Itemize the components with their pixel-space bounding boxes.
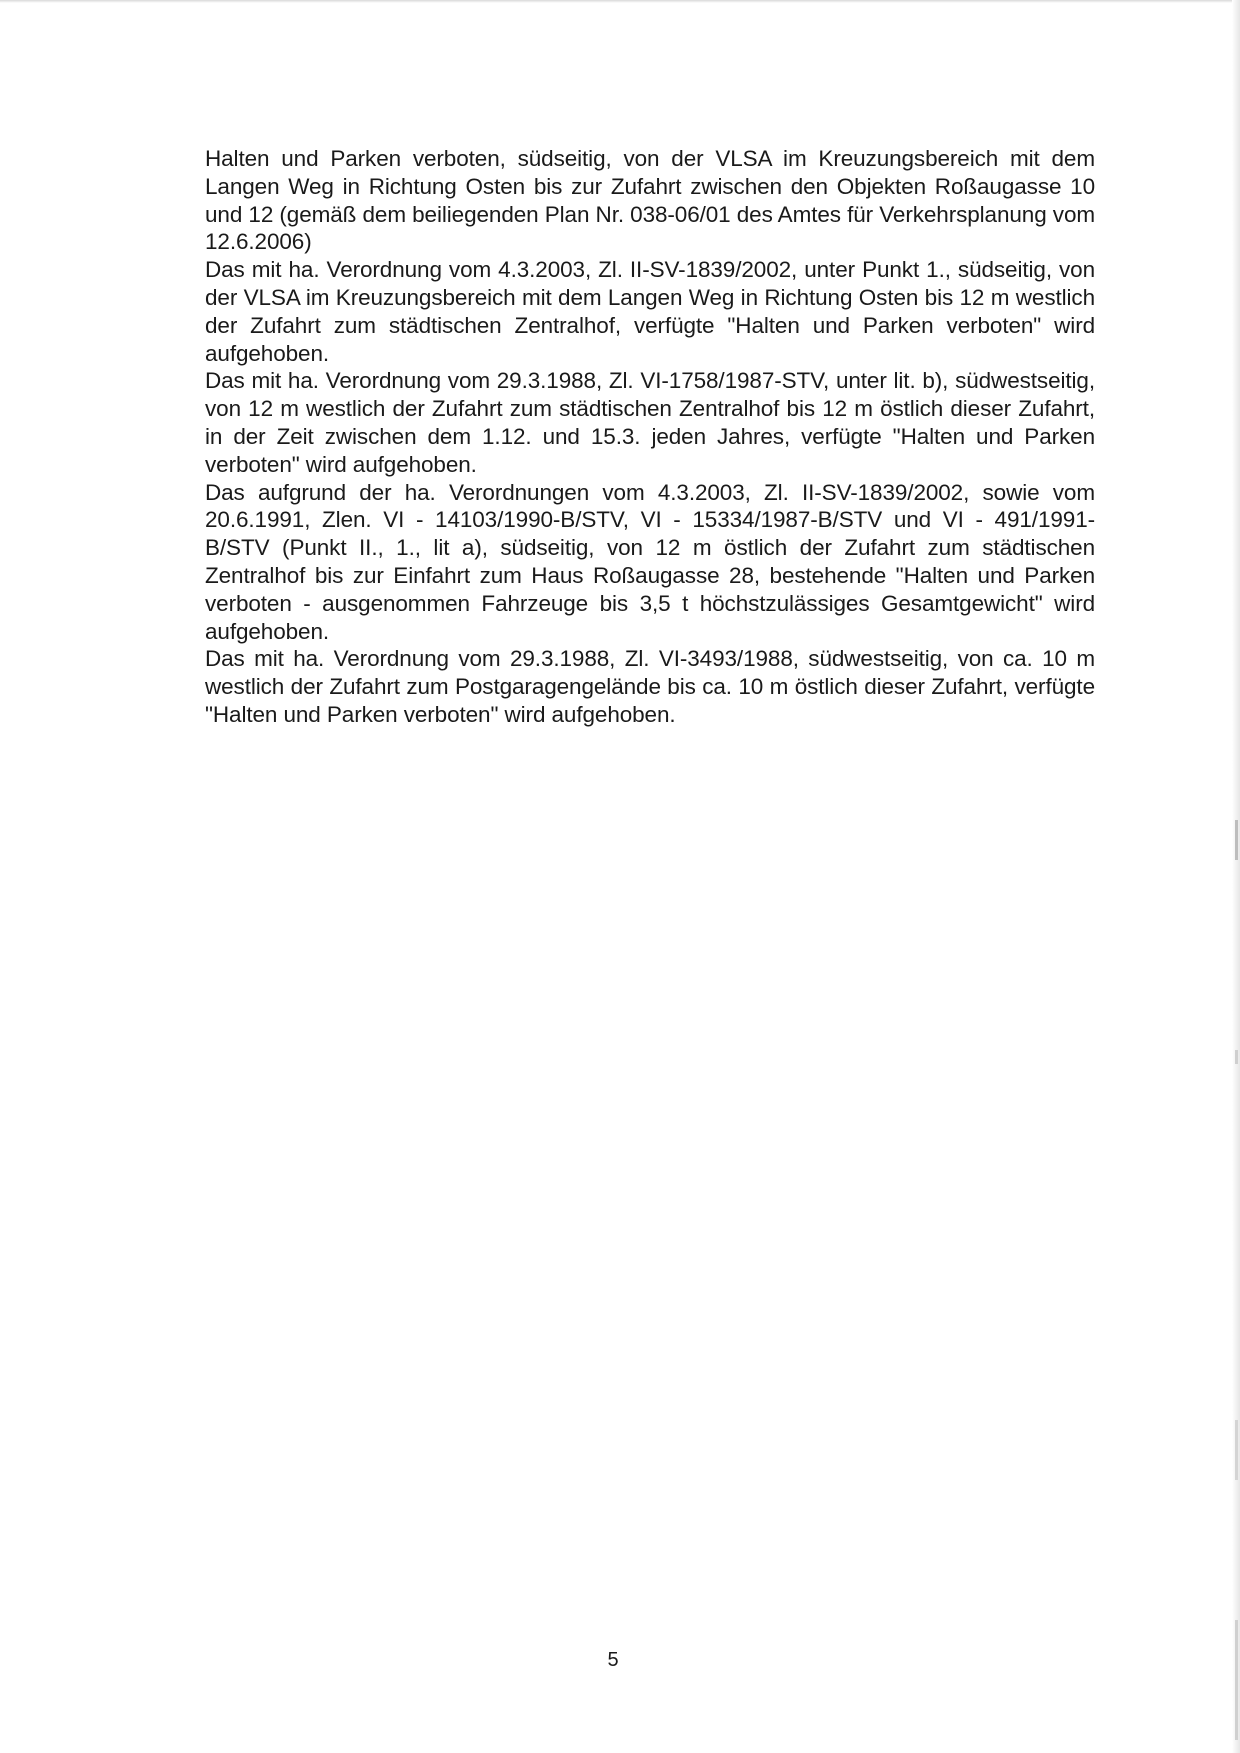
paragraph-2: Das mit ha. Verordnung vom 4.3.2003, Zl. II-SV-1839/2002, unter Punkt 1., südseitig, von der VLSA im Kreuzungsbereich mit dem Langen Weg in Richtung Osten bis 12 m westlich der Zufahrt zum städtischen Zentralhof, verfügte "Halten und Parken verboten" wird aufgehoben. xyxy=(205,257,1095,366)
scan-edge-top xyxy=(0,0,1240,3)
scan-edge-right xyxy=(1232,0,1240,1753)
scan-mark xyxy=(1235,1050,1238,1064)
paragraph-5: Das mit ha. Verordnung vom 29.3.1988, Zl. VI-3493/1988, südwestseitig, von ca. 10 m westlich der Zufahrt zum Postgaragengelände bis ca. 10 m östlich dieser Zufahrt, verfügte "Halten und Parken verboten" wird aufgehoben. xyxy=(205,646,1095,727)
scan-mark xyxy=(1235,820,1238,860)
scan-mark xyxy=(1235,1620,1238,1740)
page-number: 5 xyxy=(607,1649,619,1671)
paragraph-1: Halten und Parken verboten, südseitig, von der VLSA im Kreuzungsbereich mit dem Langen Weg in Richtung Osten bis zur Zufahrt zwischen den Objekten Roßaugasse 10 und 12 (gemäß dem beiliegenden Plan Nr. 038-06/01 des Amtes für Verkehrsplanung vom 12.6.2006) xyxy=(205,146,1095,255)
body-text xyxy=(205,145,1095,729)
paragraph-3: Das mit ha. Verordnung vom 29.3.1988, Zl. VI-1758/1987-STV, unter lit. b), südwestseitig, von 12 m westlich der Zufahrt zum städtischen Zentralhof bis 12 m östlich dieser Zufahrt, in der Zeit zwischen dem 1.12. und 15.3. jeden Jahres, verfügte "Halten und Parken verboten" wird aufgehoben. xyxy=(205,368,1095,477)
paragraph-4: Das aufgrund der ha. Verordnungen vom 4.3.2003, Zl. II-SV-1839/2002, sowie vom 20.6.1991, Zlen. VI - 14103/1990-B/STV, VI - 15334/1987-B/STV und VI - 491/1991-B/STV (Punkt II., 1., lit a), südseitig, von 12 m östlich der Zufahrt zum städtischen Zentralhof bis zur Einfahrt zum Haus Roßaugasse 28, bestehende "Halten und Parken verboten - ausgenommen Fahrzeuge bis 3,5 t höchstzulässiges Gesamtgewicht" wird aufgehoben. xyxy=(205,479,1095,644)
scan-mark xyxy=(1235,1420,1238,1480)
